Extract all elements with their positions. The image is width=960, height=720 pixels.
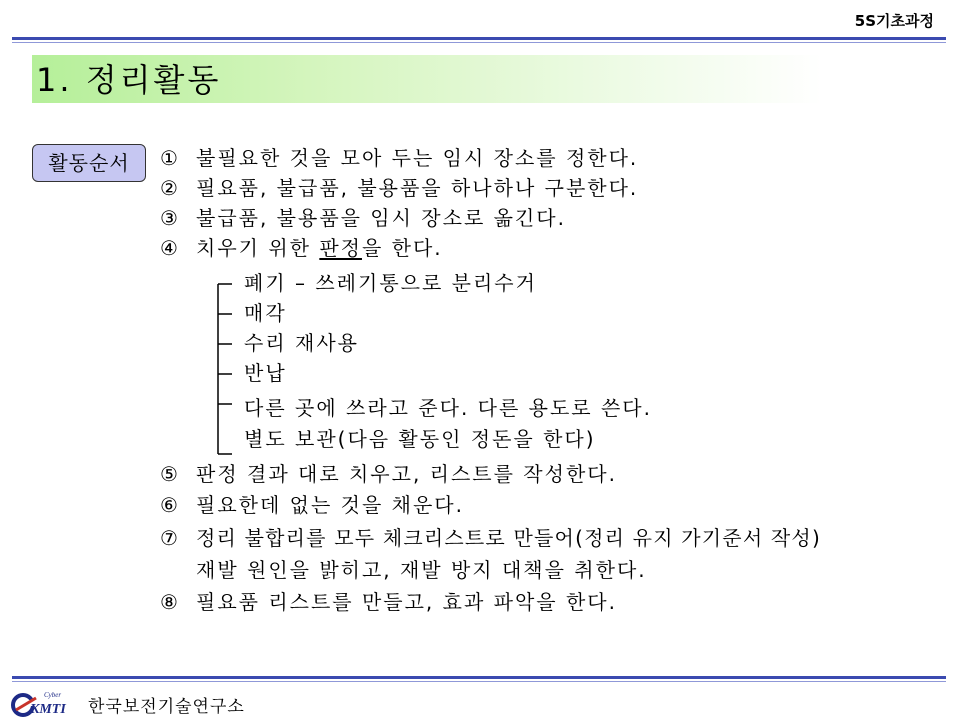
header-rule bbox=[12, 37, 946, 40]
judgement-option: 폐기 – 쓰레기통으로 분리수거 bbox=[244, 271, 537, 295]
step-number: ⑦ bbox=[160, 526, 180, 550]
course-name: 5S기초과정 bbox=[854, 12, 934, 30]
judgement-option: 수리 재사용 bbox=[244, 331, 359, 355]
logo-small-text: Cyber bbox=[44, 691, 62, 699]
footer-rule-thin bbox=[12, 681, 946, 682]
step-3 bbox=[160, 203, 566, 233]
step-8 bbox=[160, 587, 617, 617]
step-number: ② bbox=[160, 176, 180, 200]
footer-rule bbox=[12, 676, 946, 679]
step-text-underlined: 판정 bbox=[319, 236, 362, 260]
logo-main-text: KMTI bbox=[30, 702, 66, 717]
step-4 bbox=[160, 233, 443, 263]
step-7 bbox=[160, 523, 821, 553]
step-text: 필요품, 불급품, 불용품을 하나하나 구분한다. bbox=[196, 176, 639, 200]
step-number: ⑥ bbox=[160, 493, 180, 517]
step-6 bbox=[160, 490, 464, 520]
step-5 bbox=[160, 459, 617, 489]
step-text-post: 을 한다. bbox=[361, 236, 443, 260]
activity-order-label: 활동순서 bbox=[32, 144, 146, 182]
step-number: ⑧ bbox=[160, 590, 180, 614]
step-text: 불필요한 것을 모아 두는 임시 장소를 정한다. bbox=[196, 146, 639, 170]
header-rule-thin bbox=[12, 42, 946, 43]
organization-name: 한국보전기술연구소 bbox=[88, 697, 245, 717]
step-1 bbox=[160, 143, 638, 173]
kmti-logo bbox=[10, 688, 80, 718]
step-text-pre: 치우기 위한 bbox=[196, 236, 320, 260]
step-7-continued bbox=[196, 555, 647, 585]
judgement-option: 다른 곳에 쓰라고 준다. 다른 용도로 쓴다. bbox=[244, 396, 652, 420]
step-number: ③ bbox=[160, 206, 180, 230]
slide-title: 1. 정리활동 bbox=[36, 61, 222, 99]
step-text: 판정 결과 대로 치우고, 리스트를 작성한다. bbox=[196, 462, 617, 486]
judgement-option: 반납 bbox=[244, 361, 287, 385]
step-text: 불급품, 불용품을 임시 장소로 옮긴다. bbox=[196, 206, 566, 230]
step-text: 재발 원인을 밝히고, 재발 방지 대책을 취한다. bbox=[196, 558, 647, 582]
judgement-option: 매각 bbox=[244, 301, 287, 325]
step-2 bbox=[160, 173, 638, 203]
step-number: ④ bbox=[160, 236, 180, 260]
step-text: 필요품 리스트를 만들고, 효과 파악을 한다. bbox=[196, 590, 617, 614]
judgement-option: 별도 보관(다음 활동인 정돈을 한다) bbox=[244, 427, 596, 451]
step-number: ⑤ bbox=[160, 462, 180, 486]
step-number: ① bbox=[160, 146, 180, 170]
step-text: 정리 불합리를 모두 체크리스트로 만들어(정리 유지 가기준서 작성) bbox=[196, 526, 821, 550]
step-text: 필요한데 없는 것을 채운다. bbox=[196, 493, 464, 517]
